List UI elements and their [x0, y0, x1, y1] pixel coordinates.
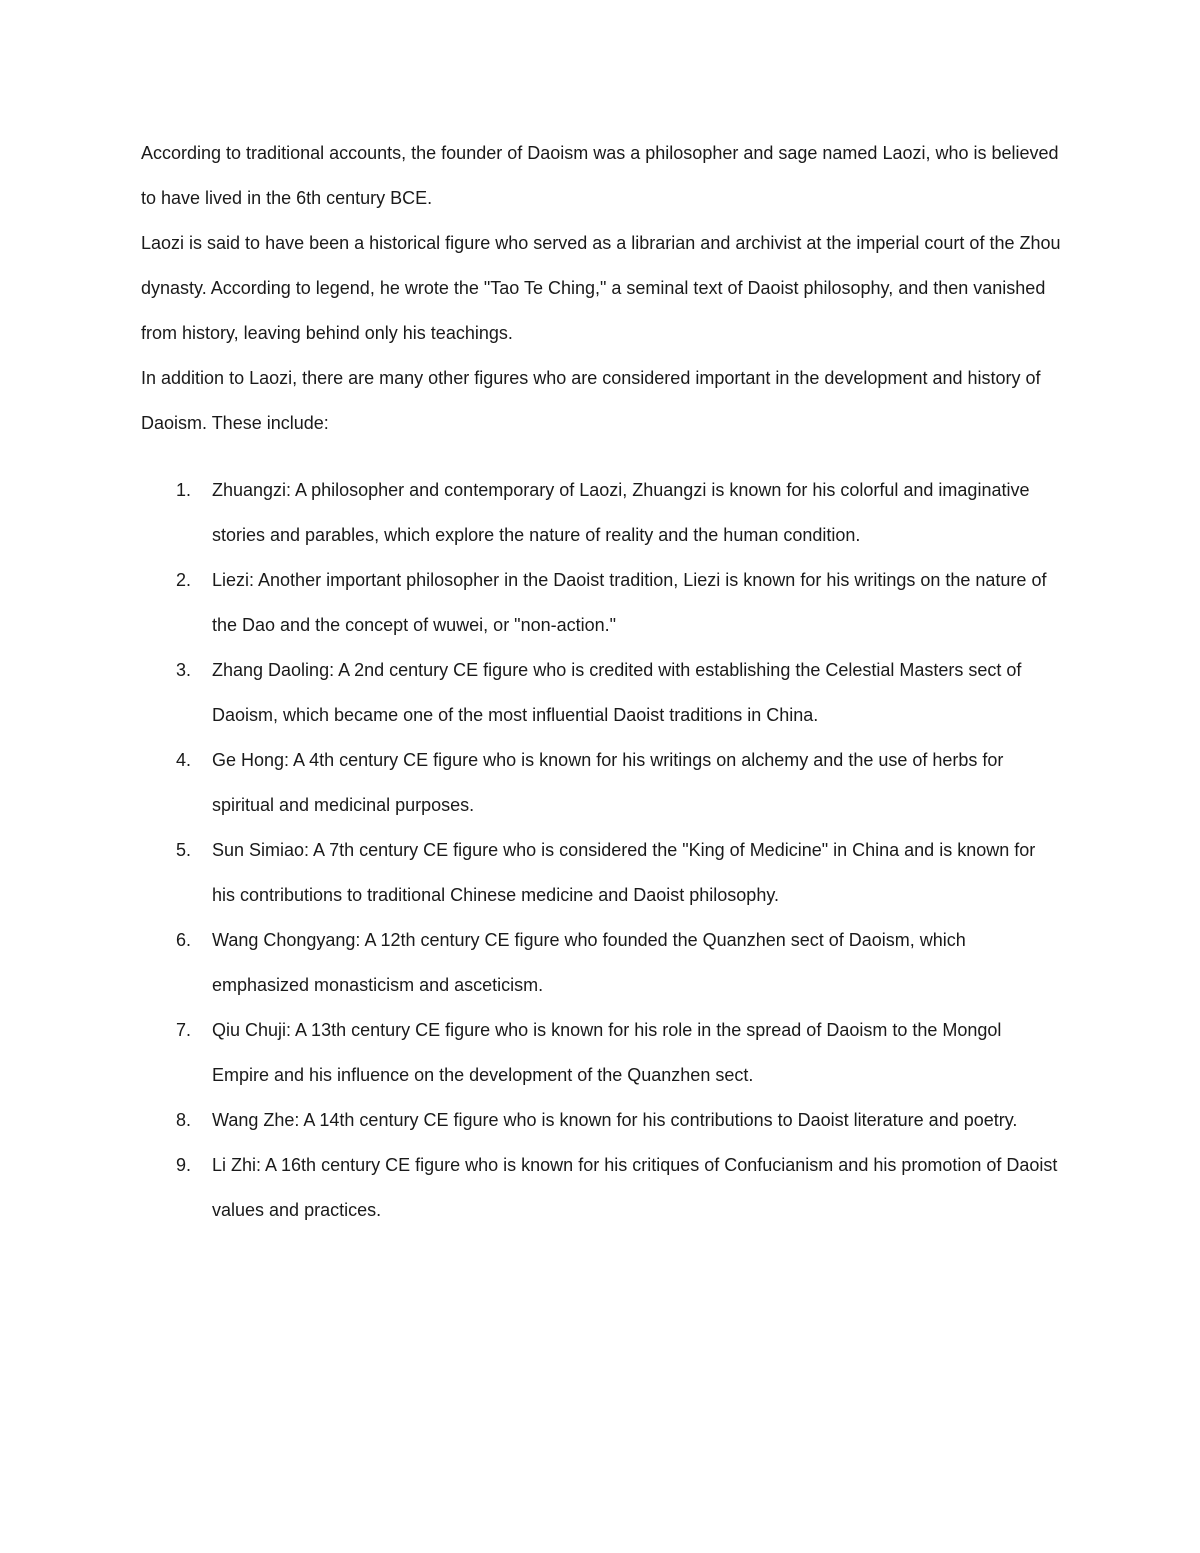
list-item — [141, 468, 1061, 558]
figures-list — [141, 468, 1061, 1233]
document-body — [141, 131, 1061, 1233]
list-item-number: 7. — [176, 1020, 192, 1040]
list-item-text: Zhuangzi: A philosopher and contemporary of Laozi, Zhuangzi is known for his colorful and imaginative stories and parables, which explore the nature of reality and the human condition. — [212, 480, 1030, 545]
list-item-text: Ge Hong: A 4th century CE figure who is known for his writings on alchemy and the use of herbs for spiritual and medicinal purposes. — [212, 750, 1004, 815]
list-item-number: 2. — [176, 570, 192, 590]
list-item-number: 9. — [176, 1155, 192, 1175]
list-item-text: Zhang Daoling: A 2nd century CE figure who is credited with establishing the Celestial Masters sect of Daoism, which became one of the most influential Daoist traditions in China. — [212, 660, 1022, 725]
list-item — [141, 918, 1061, 1008]
intro-paragraph: According to traditional accounts, the founder of Daoism was a philosopher and sage named Laozi, who is believed to have lived in the 6th century BCE. — [141, 143, 1059, 208]
list-item-number: 5. — [176, 840, 192, 860]
list-item — [141, 1143, 1061, 1233]
list-item-number: 4. — [176, 750, 192, 770]
list-item-text: Li Zhi: A 16th century CE figure who is known for his critiques of Confucianism and his promotion of Daoist values and practices. — [212, 1155, 1058, 1220]
laozi-paragraph: Laozi is said to have been a historical figure who served as a librarian and archivist at the imperial court of the Zhou dynasty. According to legend, he wrote the "Tao Te Ching," a seminal text of Daoist philosophy, and then vanished from history, leaving behind only his teachings. — [141, 233, 1061, 343]
list-item — [141, 558, 1061, 648]
list-item-number: 8. — [176, 1110, 192, 1130]
list-item — [141, 1008, 1061, 1098]
list-item-number: 3. — [176, 660, 192, 680]
list-item — [141, 648, 1061, 738]
list-item — [141, 738, 1061, 828]
list-item-text: Qiu Chuji: A 13th century CE figure who is known for his role in the spread of Daoism to the Mongol Empire and his influence on the development of the Quanzhen sect. — [212, 1020, 1002, 1085]
list-item-number: 1. — [176, 480, 192, 500]
list-item-text: Liezi: Another important philosopher in the Daoist tradition, Liezi is known for his writings on the nature of the Dao and the concept of wuwei, or "non-action." — [212, 570, 1047, 635]
list-item-text: Wang Chongyang: A 12th century CE figure who founded the Quanzhen sect of Daoism, which emphasized monasticism and asceticism. — [212, 930, 966, 995]
list-item — [141, 1098, 1061, 1143]
list-item-number: 6. — [176, 930, 192, 950]
list-item — [141, 828, 1061, 918]
list-item-text: Wang Zhe: A 14th century CE figure who is known for his contributions to Daoist literature and poetry. — [212, 1110, 1018, 1130]
other-figures-paragraph: In addition to Laozi, there are many other figures who are considered important in the development and history of Daoism. These include: — [141, 368, 1041, 433]
list-item-text: Sun Simiao: A 7th century CE figure who is considered the "King of Medicine" in China and is known for his contributions to traditional Chinese medicine and Daoist philosophy. — [212, 840, 1036, 905]
